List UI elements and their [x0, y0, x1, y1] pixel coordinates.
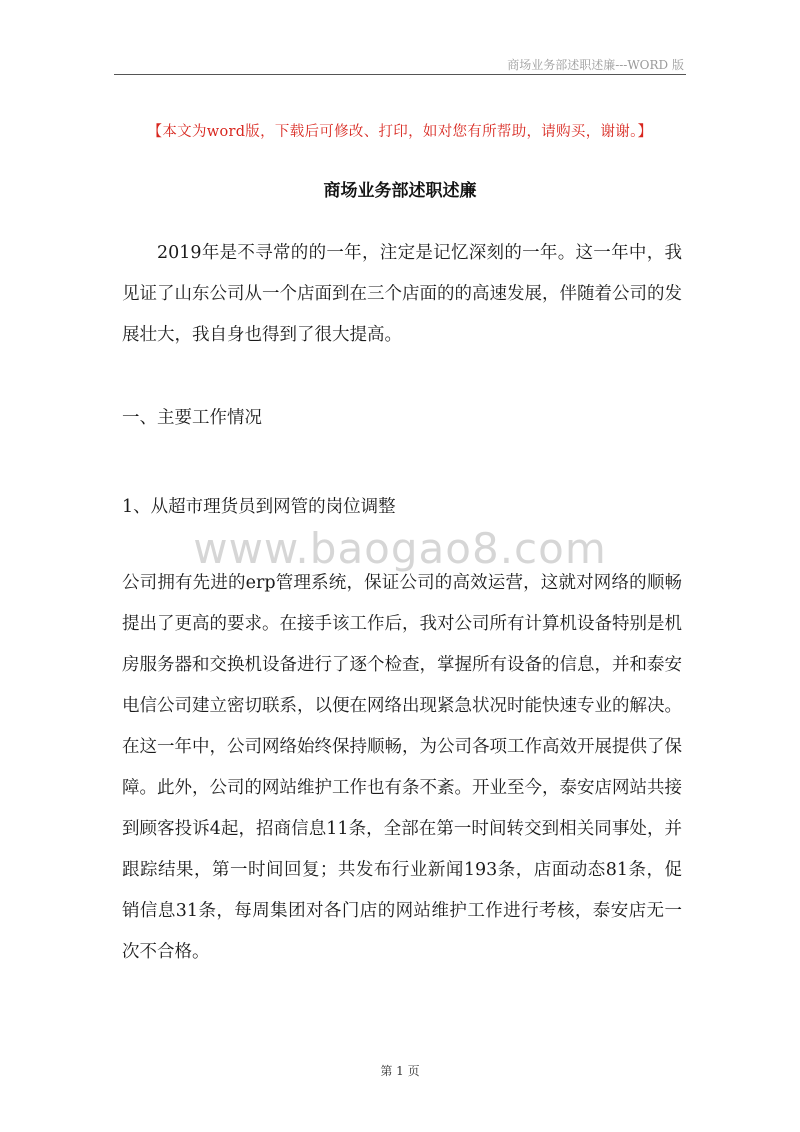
- subsection-heading: 1、从超市理货员到网管的岗位调整: [122, 497, 396, 517]
- watermark: www.baogao8.com: [193, 524, 607, 573]
- header-divider: [114, 74, 686, 75]
- page-number: 第 1 页: [380, 1064, 420, 1078]
- intro-paragraph: 2019年是不寻常的的一年，注定是记忆深刻的一年。这一年中，我见证了山东公司从一个店面到在三个店面的的高速发展，伴随着公司的发展壮大，我自身也得到了很大提高。: [122, 243, 682, 345]
- document-title: 商场业务部述职述廉: [323, 181, 477, 201]
- download-notice: 【本文为word版，下载后可修改、打印，如对您有所帮助，请购买，谢谢。】: [147, 124, 653, 140]
- body-paragraph: 公司拥有先进的erp管理系统，保证公司的高效运营，这就对网络的顺畅提出了更高的要求。在接手该工作后，我对公司所有计算机设备特别是机房服务器和交换机设备进行了逐个检查，掌握所有设备的信息，并和泰安电信公司建立密切联系，以便在网络出现紧急状况时能快速专业的解决。在这一年中，公司网络始终保持顺畅，为公司各项工作高效开展提供了保障。此外，公司的网站维护工作也有条不紊。开业至今，泰安店网站共接到顾客投诉4起，招商信息11条，全部在第一时间转交到相关同事处，并跟踪结果，第一时间回复；共发布行业新闻193条，店面动态81条，促销信息31条，每周集团对各门店的网站维护工作进行考核，泰安店无一次不合格。: [122, 573, 682, 962]
- running-header: 商场业务部述职述廉---WORD 版: [507, 58, 684, 72]
- section-heading: 一、主要工作情况: [122, 408, 262, 428]
